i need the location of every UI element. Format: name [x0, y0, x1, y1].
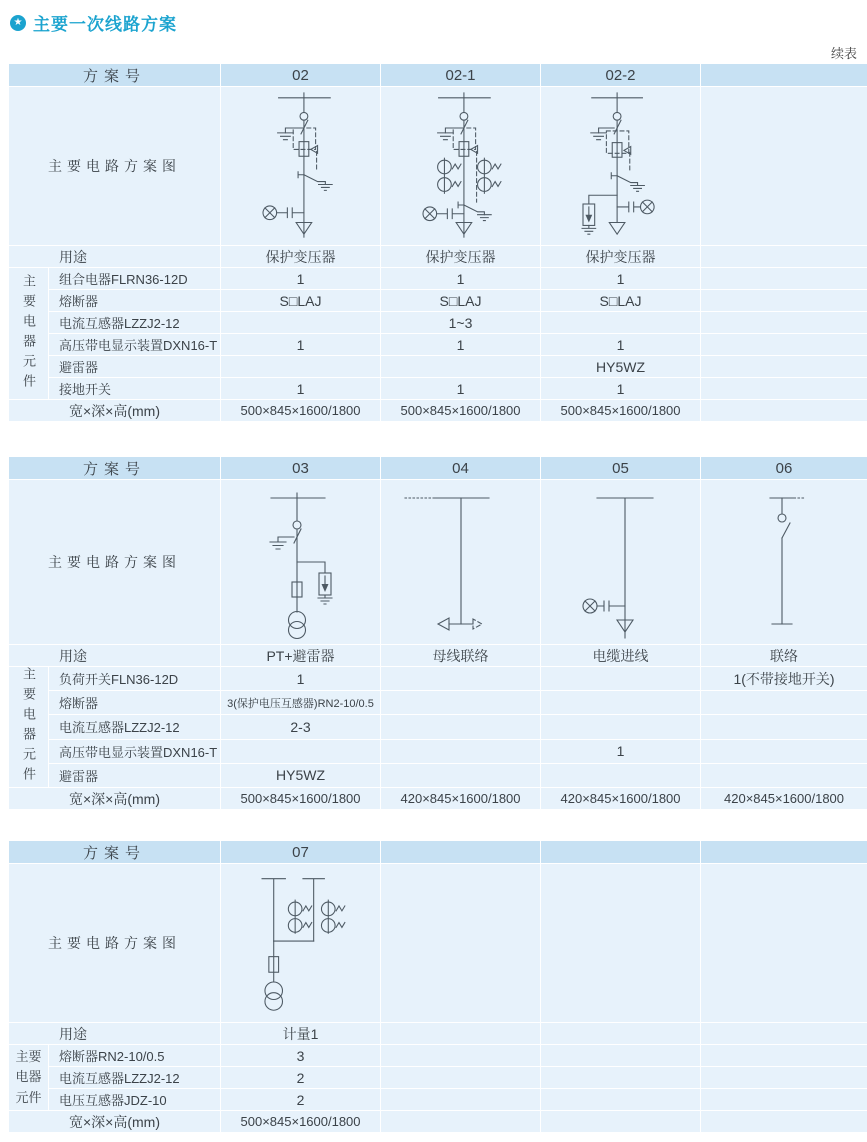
diagram-cell — [701, 87, 867, 246]
usage-value: 保护变压器 — [541, 246, 701, 268]
scheme-header-cell: 03 — [221, 457, 381, 480]
diagram-cell — [381, 864, 541, 1023]
usage-value — [701, 246, 867, 268]
usage-row-label: 用途 — [9, 246, 221, 268]
diagram-row-label: 主要电路方案图 — [9, 87, 221, 246]
dims-value: 500×845×1600/1800 — [221, 788, 381, 810]
component-value: 1 — [221, 667, 381, 691]
usage-value: 联络 — [701, 645, 867, 667]
component-row-label: 电流互感器LZZJ2-12 — [49, 715, 221, 739]
component-row-label: 高压带电显示装置DXN16-T — [49, 334, 221, 356]
dims-row-label: 宽×深×高(mm) — [9, 400, 221, 422]
component-value — [381, 739, 541, 763]
diagram-cell — [221, 864, 381, 1023]
circuit-diagram-06 — [704, 483, 864, 641]
component-value: 1 — [541, 739, 701, 763]
component-value: 2 — [221, 1089, 381, 1111]
dims-value: 420×845×1600/1800 — [541, 788, 701, 810]
component-value — [701, 378, 867, 400]
dims-value: 420×845×1600/1800 — [701, 788, 867, 810]
component-value — [381, 1089, 541, 1111]
scheme-header-cell: 06 — [701, 457, 867, 480]
component-value — [701, 1089, 867, 1111]
usage-value: 母线联络 — [381, 645, 541, 667]
component-value — [541, 667, 701, 691]
component-value: 1(不带接地开关) — [701, 667, 867, 691]
component-value — [701, 739, 867, 763]
component-value: 1 — [221, 268, 381, 290]
components-group-text: 主要电器元件 — [15, 1049, 42, 1105]
scheme-header-cell: 02 — [221, 64, 381, 87]
usage-value: 计量1 — [221, 1023, 381, 1045]
component-value: S□LAJ — [541, 290, 701, 312]
usage-row-label: 用途 — [9, 645, 221, 667]
usage-value: 保护变压器 — [221, 246, 381, 268]
usage-row-label: 用途 — [9, 1023, 221, 1045]
component-value — [381, 691, 541, 715]
dims-value — [701, 400, 867, 422]
component-value — [381, 1067, 541, 1089]
scheme-no-header: 方案号 — [9, 841, 221, 864]
component-row-label: 负荷开关FLN36-12D — [49, 667, 221, 691]
component-value: S□LAJ — [381, 290, 541, 312]
component-value — [541, 1089, 701, 1111]
circuit-diagram-07 — [221, 867, 381, 1019]
component-row-label: 熔断器 — [49, 691, 221, 715]
diagram-cell — [221, 87, 381, 246]
dims-value — [381, 1111, 541, 1133]
component-value — [701, 268, 867, 290]
component-value — [701, 1067, 867, 1089]
usage-value: PT+避雷器 — [221, 645, 381, 667]
scheme-header-cell: 05 — [541, 457, 701, 480]
component-value — [381, 715, 541, 739]
components-group-text: 主要电器元件 — [21, 667, 36, 787]
dims-value: 500×845×1600/1800 — [221, 1111, 381, 1133]
component-value — [381, 1045, 541, 1067]
diagram-cell — [701, 480, 867, 645]
component-row-label: 电压互感器JDZ-10 — [49, 1089, 221, 1111]
diagram-cell — [381, 87, 541, 246]
page-title: 主要一次线路方案 — [33, 15, 177, 34]
scheme-header-cell: 04 — [381, 457, 541, 480]
component-value — [701, 290, 867, 312]
component-row-label: 组合电器FLRN36-12D — [49, 268, 221, 290]
usage-value: 保护变压器 — [381, 246, 541, 268]
dims-value: 420×845×1600/1800 — [381, 788, 541, 810]
component-row-label: 熔断器 — [49, 290, 221, 312]
components-group-label — [9, 268, 49, 400]
scheme-header-cell — [701, 64, 867, 87]
component-value — [541, 1045, 701, 1067]
component-row-label: 避雷器 — [49, 356, 221, 378]
component-value: 1 — [221, 334, 381, 356]
component-value — [701, 715, 867, 739]
diagram-cell — [541, 87, 701, 246]
component-value: 1 — [381, 334, 541, 356]
component-row-label: 高压带电显示装置DXN16-T — [49, 739, 221, 763]
component-value: 2 — [221, 1067, 381, 1089]
component-value: S□LAJ — [221, 290, 381, 312]
component-value — [541, 715, 701, 739]
component-value: 1 — [381, 378, 541, 400]
circuit-diagram-04 — [381, 483, 541, 641]
component-value: 1~3 — [381, 312, 541, 334]
components-group-text: 主要电器元件 — [21, 273, 36, 394]
scheme-no-header: 方案号 — [9, 64, 221, 87]
component-value — [381, 763, 541, 787]
page-title-row — [10, 10, 859, 35]
star-icon: ★ — [10, 15, 26, 31]
component-value: 1 — [541, 334, 701, 356]
component-value — [541, 1067, 701, 1089]
scheme-tables-container — [8, 63, 859, 1133]
component-value: 2-3 — [221, 715, 381, 739]
component-value — [221, 312, 381, 334]
scheme-header-cell — [541, 841, 701, 864]
diagram-cell — [221, 480, 381, 645]
dims-value — [541, 1111, 701, 1133]
usage-value: 电缆进线 — [541, 645, 701, 667]
component-value — [701, 356, 867, 378]
component-value: 3(保护电压互感器)RN2-10/0.5 — [221, 691, 381, 715]
component-value: 3 — [221, 1045, 381, 1067]
component-value — [221, 356, 381, 378]
diagram-row-label: 主要电路方案图 — [9, 480, 221, 645]
component-value — [701, 691, 867, 715]
dims-value: 500×845×1600/1800 — [221, 400, 381, 422]
scheme-header-cell: 02-1 — [381, 64, 541, 87]
dims-value: 500×845×1600/1800 — [381, 400, 541, 422]
usage-value — [701, 1023, 867, 1045]
component-row-label: 避雷器 — [49, 763, 221, 787]
scheme-table-1 — [8, 63, 867, 422]
scheme-header-cell: 07 — [221, 841, 381, 864]
circuit-diagram-02-1 — [381, 90, 541, 242]
scheme-table-2 — [8, 456, 867, 810]
scheme-no-header: 方案号 — [9, 457, 221, 480]
diagram-cell — [701, 864, 867, 1023]
component-row-label: 电流互感器LZZJ2-12 — [49, 1067, 221, 1089]
diagram-cell — [381, 480, 541, 645]
component-value: HY5WZ — [221, 763, 381, 787]
component-value — [701, 1045, 867, 1067]
scheme-table-3 — [8, 840, 867, 1133]
usage-value — [541, 1023, 701, 1045]
circuit-diagram-05 — [541, 483, 701, 641]
component-value — [381, 667, 541, 691]
dims-value: 500×845×1600/1800 — [541, 400, 701, 422]
dims-row-label: 宽×深×高(mm) — [9, 1111, 221, 1133]
components-group-label — [9, 667, 49, 788]
circuit-diagram-03 — [221, 483, 381, 641]
component-value — [381, 356, 541, 378]
scheme-header-cell — [701, 841, 867, 864]
component-value: 1 — [541, 268, 701, 290]
component-value — [701, 334, 867, 356]
component-value: HY5WZ — [541, 356, 701, 378]
component-row-label: 熔断器RN2-10/0.5 — [49, 1045, 221, 1067]
diagram-row-label: 主要电路方案图 — [9, 864, 221, 1023]
component-value — [221, 739, 381, 763]
circuit-diagram-02 — [221, 90, 381, 242]
diagram-cell — [541, 480, 701, 645]
component-value: 1 — [541, 378, 701, 400]
scheme-header-cell: 02-2 — [541, 64, 701, 87]
scheme-header-cell — [381, 841, 541, 864]
circuit-diagram-02-2 — [541, 90, 701, 242]
component-value: 1 — [381, 268, 541, 290]
dims-value — [701, 1111, 867, 1133]
component-value — [701, 312, 867, 334]
dims-row-label: 宽×深×高(mm) — [9, 788, 221, 810]
component-row-label: 电流互感器LZZJ2-12 — [49, 312, 221, 334]
component-row-label: 接地开关 — [49, 378, 221, 400]
diagram-cell — [541, 864, 701, 1023]
usage-value — [381, 1023, 541, 1045]
components-group-label — [9, 1045, 49, 1111]
component-value — [541, 691, 701, 715]
component-value — [541, 312, 701, 334]
component-value: 1 — [221, 378, 381, 400]
continued-table-label: 续表 — [830, 46, 857, 61]
component-value — [701, 763, 867, 787]
component-value — [541, 763, 701, 787]
